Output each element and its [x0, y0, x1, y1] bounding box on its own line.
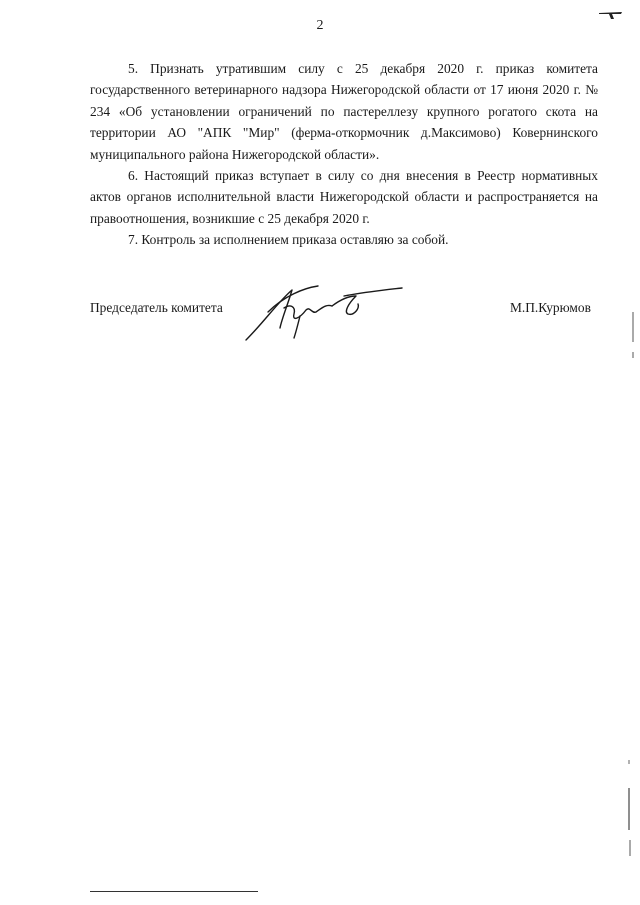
handwritten-signature	[244, 282, 404, 344]
paragraph-5: 5. Признать утратившим силу с 25 декабря 2020 г. приказ комитета государственного ветеринарного надзора Нижегородской области от 17 июня 2020 г. № 234 «Об установлении ограничений по пастереллезу крупного рогатого скота на территории АО "АПК "Мир" (ферма-откормочник д.Максимово) Ковернинского муниципального района Нижегородской области».	[90, 61, 598, 162]
footer-rule	[90, 891, 258, 892]
signatory-title: Председатель комитета	[90, 300, 223, 315]
page-number: 2	[316, 18, 324, 33]
paragraph-7: 7. Контроль за исполнением приказа оставляю за собой.	[128, 232, 449, 248]
signatory-name: М.П.Курюмов	[510, 300, 591, 315]
document-body	[90, 58, 598, 251]
paragraph-6: 6. Настоящий приказ вступает в силу со дня внесения в Реестр нормативных актов органов исполнительной власти Нижегородской области и распространяется на правоотношения, возникшие с 25 декабря 2020 г.	[90, 168, 598, 226]
margin-mark	[630, 312, 636, 358]
margin-mark	[624, 760, 634, 860]
corner-mark	[598, 8, 624, 20]
